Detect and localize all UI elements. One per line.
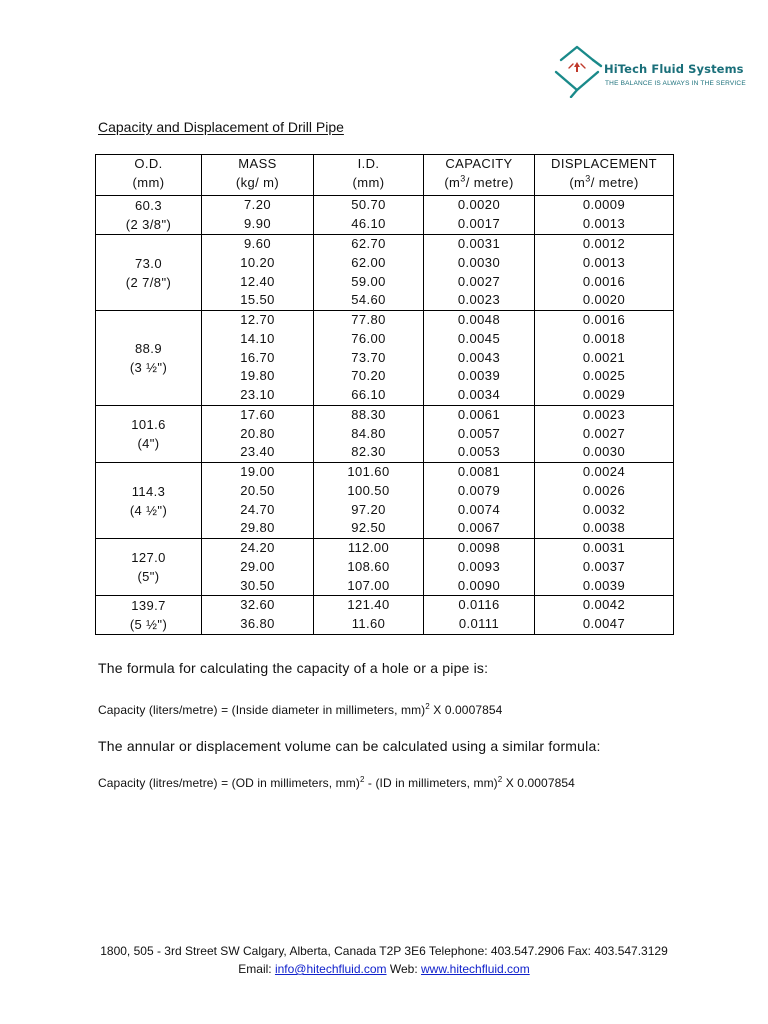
header-od-unit: (mm) [132, 174, 165, 190]
displacement-cell: 0.0012 [535, 235, 674, 254]
id-cell: 112.00 [314, 539, 424, 558]
id-cell: 70.20 [314, 367, 424, 386]
id-cell: 50.70 [314, 196, 424, 216]
id-cell: 92.50 [314, 519, 424, 538]
id-cell: 121.40 [314, 596, 424, 616]
capacity-cell: 0.0030 [424, 254, 535, 273]
id-cell: 88.30 [314, 405, 424, 424]
capacity-cell: 0.0053 [424, 443, 535, 462]
annular-formula-intro: The annular or displacement volume can be calculated using a similar formula: [98, 738, 601, 754]
header-capacity-unit: ($m^3/$ metre) [444, 173, 514, 190]
capacity-cell: 0.0057 [424, 425, 535, 444]
company-logo [553, 44, 763, 102]
od-inches: (2 3/8") [125, 217, 172, 232]
displacement-cell: 0.0018 [535, 330, 674, 349]
capacity-cell: 0.0039 [424, 367, 535, 386]
id-cell: 101.60 [314, 463, 424, 482]
table-row [96, 196, 674, 216]
displacement-cell: 0.0026 [535, 482, 674, 501]
displacement-cell: 0.0009 [535, 196, 674, 216]
mass-cell: 23.40 [202, 443, 314, 462]
displacement-cell: 0.0029 [535, 386, 674, 405]
displacement-cell: 0.0020 [535, 291, 674, 310]
page-title: Capacity and Displacement of Drill Pipe [98, 119, 344, 135]
od-inches: (3 ½") [129, 359, 168, 375]
od-inches: (4 ½") [129, 502, 168, 518]
mass-cell: 30.50 [202, 577, 314, 596]
table-row [96, 596, 674, 616]
mass-cell: 10.20 [202, 254, 314, 273]
mass-cell: 19.00 [202, 463, 314, 482]
mass-cell: 19.80 [202, 367, 314, 386]
capacity-cell: 0.0034 [424, 386, 535, 405]
displacement-cell: 0.0021 [535, 349, 674, 368]
header-mass-unit: (kg/ m) [235, 174, 280, 190]
mass-cell: 7.20 [202, 196, 314, 216]
displacement-cell: 0.0025 [535, 367, 674, 386]
displacement-cell: 0.0027 [535, 425, 674, 444]
id-cell: 107.00 [314, 577, 424, 596]
od-mm: 88.9 [135, 340, 162, 356]
mass-cell: 17.60 [202, 405, 314, 424]
hitech-diamond-logo-icon [553, 44, 603, 98]
od-mm: 73.0 [135, 255, 162, 271]
mass-cell: 16.70 [202, 349, 314, 368]
od-cell [96, 235, 202, 311]
email-link[interactable]: info@hitechfluid.com [274, 962, 387, 976]
capacity-cell: 0.0079 [424, 482, 535, 501]
id-cell: 11.60 [314, 615, 424, 635]
mass-cell: 9.60 [202, 235, 314, 254]
table-row [96, 311, 674, 330]
web-link[interactable]: www.hitechfluid.com [421, 962, 530, 976]
footer-address: 1800, 505 - 3rd Street SW Calgary, Alberta, Canada T2P 3E6 Telephone: 403.547.2906 Fax: 403.547.3129 [100, 944, 668, 958]
id-cell: 66.10 [314, 386, 424, 405]
header-id-name: I.D. [357, 156, 380, 171]
id-cell: 46.10 [314, 215, 424, 235]
mass-cell: 14.10 [202, 330, 314, 349]
header-od-name: O.D. [134, 156, 163, 171]
capacity-cell: 0.0023 [424, 291, 535, 310]
od-cell [96, 311, 202, 406]
od-cell [96, 405, 202, 462]
mass-cell: 12.40 [202, 273, 314, 292]
capacity-cell: 0.0098 [424, 539, 535, 558]
id-cell: 82.30 [314, 443, 424, 462]
id-cell: 62.00 [314, 254, 424, 273]
id-cell: 73.70 [314, 349, 424, 368]
displacement-cell: 0.0038 [535, 519, 674, 538]
table-row [96, 463, 674, 482]
capacity-cell: 0.0081 [424, 463, 535, 482]
od-inches: (4") [137, 435, 160, 451]
capacity-cell: 0.0048 [424, 311, 535, 330]
header-displacement-unit: ($m^3/$ metre) [569, 173, 639, 190]
capacity-cell: 0.0017 [424, 215, 535, 235]
mass-cell: 36.80 [202, 615, 314, 635]
displacement-cell: 0.0030 [535, 443, 674, 462]
company-tagline: THE BALANCE IS ALWAYS IN THE SERVICE [605, 80, 746, 87]
header-id-unit: (mm) [352, 174, 385, 190]
header-displacement-name: DISPLACEMENT [551, 156, 657, 171]
table-row [96, 235, 674, 254]
id-cell: 76.00 [314, 330, 424, 349]
header-capacity-name: CAPACITY [445, 156, 513, 171]
capacity-cell: 0.0061 [424, 405, 535, 424]
capacity-cell: 0.0074 [424, 501, 535, 520]
displacement-cell: 0.0013 [535, 254, 674, 273]
header-displacement [535, 155, 674, 196]
mass-cell: 24.70 [202, 501, 314, 520]
table-header-row [96, 155, 674, 196]
annular-formula: Capacity (litres/metre) = (OD in millimeters, mm)$^2$ - (ID in millimeters, mm)$^2$ X 0.0007854 [98, 775, 575, 790]
id-cell: 108.60 [314, 558, 424, 577]
displacement-cell: 0.0037 [535, 558, 674, 577]
header-id [314, 155, 424, 196]
table-row [96, 539, 674, 558]
capacity-cell: 0.0031 [424, 235, 535, 254]
mass-cell: 12.70 [202, 311, 314, 330]
id-cell: 59.00 [314, 273, 424, 292]
capacity-cell: 0.0045 [424, 330, 535, 349]
od-inches: (2 7/8") [125, 274, 172, 290]
header-capacity [424, 155, 535, 196]
table-body [96, 196, 674, 635]
od-mm: 60.3 [135, 198, 162, 213]
capacity-cell: 0.0043 [424, 349, 535, 368]
table-row [96, 405, 674, 424]
mass-cell: 20.80 [202, 425, 314, 444]
displacement-cell: 0.0031 [535, 539, 674, 558]
capacity-cell: 0.0111 [424, 615, 535, 635]
mass-cell: 24.20 [202, 539, 314, 558]
displacement-cell: 0.0032 [535, 501, 674, 520]
footer-contact: Email: info@hitechfluid.com Web: www.hitechfluid.com [238, 962, 530, 976]
displacement-cell: 0.0016 [535, 311, 674, 330]
capacity-formula-intro: The formula for calculating the capacity of a hole or a pipe is: [98, 660, 489, 676]
displacement-cell: 0.0039 [535, 577, 674, 596]
capacity-cell: 0.0020 [424, 196, 535, 216]
capacity-cell: 0.0027 [424, 273, 535, 292]
od-mm: 139.7 [131, 598, 166, 614]
displacement-cell: 0.0023 [535, 405, 674, 424]
capacity-cell: 0.0067 [424, 519, 535, 538]
mass-cell: 15.50 [202, 291, 314, 310]
od-cell [96, 596, 202, 635]
od-cell [96, 463, 202, 539]
od-inches: (5 ½") [129, 617, 168, 633]
capacity-formula: Capacity (liters/metre) = (Inside diameter in millimeters, mm)$^2$ X 0.0007854 [98, 702, 503, 717]
id-cell: 97.20 [314, 501, 424, 520]
capacity-cell: 0.0093 [424, 558, 535, 577]
od-cell [96, 196, 202, 235]
mass-cell: 23.10 [202, 386, 314, 405]
capacity-cell: 0.0116 [424, 596, 535, 616]
displacement-cell: 0.0024 [535, 463, 674, 482]
displacement-cell: 0.0016 [535, 273, 674, 292]
company-name: HiTech Fluid Systems [604, 62, 744, 76]
od-mm: 101.6 [131, 416, 166, 432]
mass-cell: 32.60 [202, 596, 314, 616]
od-cell [96, 539, 202, 596]
mass-cell: 20.50 [202, 482, 314, 501]
header-mass [202, 155, 314, 196]
id-cell: 62.70 [314, 235, 424, 254]
mass-cell: 9.90 [202, 215, 314, 235]
displacement-cell: 0.0042 [535, 596, 674, 616]
mass-cell: 29.00 [202, 558, 314, 577]
header-mass-name: MASS [238, 156, 277, 171]
displacement-cell: 0.0013 [535, 215, 674, 235]
capacity-cell: 0.0090 [424, 577, 535, 596]
drill-pipe-table [95, 154, 674, 635]
header-od [96, 155, 202, 196]
od-mm: 127.0 [131, 550, 166, 566]
mass-cell: 29.80 [202, 519, 314, 538]
od-inches: (5") [137, 569, 160, 585]
id-cell: 100.50 [314, 482, 424, 501]
id-cell: 77.80 [314, 311, 424, 330]
id-cell: 54.60 [314, 291, 424, 310]
od-mm: 114.3 [131, 483, 166, 499]
displacement-cell: 0.0047 [535, 615, 674, 635]
id-cell: 84.80 [314, 425, 424, 444]
